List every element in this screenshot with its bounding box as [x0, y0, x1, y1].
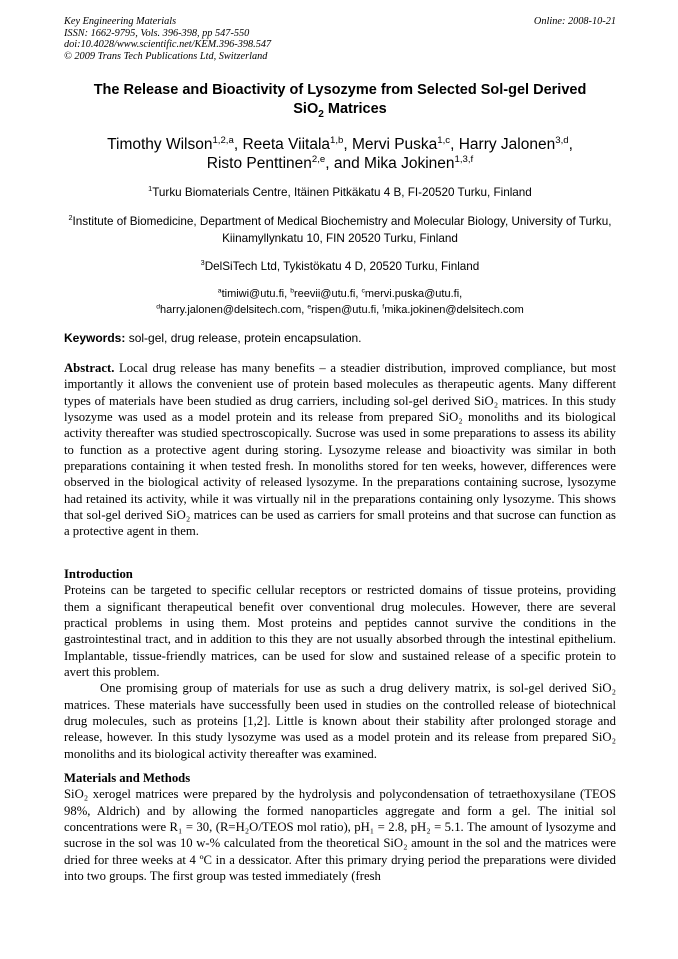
journal-copyright: © 2009 Trans Tech Publications Ltd, Switzerland — [64, 50, 268, 62]
email[interactable]: $^f$mika.jokinen@delsitech.com — [382, 303, 524, 316]
email[interactable]: $^a$timiwi@utu.fi — [217, 287, 285, 300]
section-heading: Introduction — [64, 567, 133, 581]
author: Mika Jokinen$^{1,3,f}$ — [364, 153, 474, 172]
keywords — [64, 330, 616, 346]
abstract-label: Abstract. — [64, 361, 115, 375]
email[interactable]: $^d$harry.jalonen@delsitech.com — [156, 303, 302, 316]
introduction-section — [64, 566, 616, 762]
methods-section — [64, 770, 616, 884]
affiliation-1: $^1$Turku Biomaterials Centre, Itäinen Pitkäkatu 4 B, FI-20520 Turku, Finland — [148, 184, 532, 199]
author: Reeta Viitala$^{1,b}$, — [242, 134, 353, 153]
section-heading: Materials and Methods — [64, 771, 191, 785]
author-emails: $^a$timiwi@utu.fi, $^b$reevii@utu.fi, $^c$mervi.puska@utu.fi, $^d$harry.jalonen@delsitech.com, $^e$rispen@utu.fi, $^f$mika.jokinen@delsitech.com — [156, 287, 524, 316]
paragraph: SiO₂ xerogel matrices were prepared by the hydrolysis and polycondensation of tetraethoxysilane (TEOS 98%, Aldrich) and by allowing the formed nanoparticles aggregate and form a gel. The initial sol concentrations were R₁ = 30, (R=H₂O/TEOS mol ratio), pH₁ = 2.8, pH₂ = 5.1. The amount of lysozyme and sucrose in the sol was 10 w-% calculated from the theoretical SiO₂ amount in the sol and the matrices were dried for three weeks at 4 ºC in a dessicator. After this primary drying period the preparations were divided into two groups. The first group was tested immediately (fresh — [64, 787, 616, 884]
paragraph: One promising group of materials for use as such a drug delivery matrix, is sol-gel derived SiO₂ matrices. These materials have successfully been used in studies on the controlled release of biotechnical drug molecules, such as proteins [1,2]. Little is known about their stability after prolonged storage and release, however. In this study lysozyme was used as a model protein and its release from prepared SiO₂ monoliths and its biological activity thereafter was examined. — [64, 681, 616, 761]
email[interactable]: $^c$mervi.puska@utu.fi — [361, 287, 460, 300]
keywords-text: sol-gel, drug release, protein encapsulation. — [125, 331, 362, 345]
title-line-2: SiO$_2$ Matrices — [293, 101, 387, 120]
email[interactable]: $^b$reevii@utu.fi — [290, 287, 356, 300]
online-date: Online: 2008-10-21 — [533, 16, 616, 27]
paragraph: Proteins can be targeted to specific cellular receptors or restricted domains of tissue proteins, providing them a significant therapeutical benefit over conventional drug molecules. However, there are several practical problems in using them. Most proteins and peptides cannot survive the conditions in the gastrointestinal tract, and in addition to this they are not usually absorbed through the intestinal epithelium. Implantable, tissue-friendly matrices, can be used for slow and sustained release of a specific protein to avert this problem. — [64, 583, 616, 680]
author: Timothy Wilson$^{1,2,a}$, — [107, 134, 243, 153]
author: Harry Jalonen$^{3,d}$, — [458, 134, 573, 153]
abstract — [64, 360, 616, 540]
journal-issn: ISSN: 1662-9795, Vols. 396-398, pp 547-550 — [64, 27, 250, 39]
keywords-label: Keywords: — [64, 331, 126, 345]
author-list — [64, 135, 616, 173]
title-line-1: The Release and Bioactivity of Lysozyme from Selected Sol-gel Derived — [93, 82, 587, 98]
journal-doi: doi:10.4028/www.scientific.net/KEM.396-398.547 — [64, 39, 272, 51]
email[interactable]: $^e$rispen@utu.fi — [307, 303, 377, 316]
author: Mervi Puska$^{1,c}$, — [352, 134, 459, 153]
affiliation-2: $^2$Institute of Biomedicine, Department of Medical Biochemistry and Molecular Biology, University of Turku, Kiinamyllynkatu 10, FIN 20520 Turku, Finland — [68, 213, 612, 245]
journal-name: Key Engineering Materials — [64, 16, 177, 27]
journal-header — [64, 16, 616, 62]
abstract-text: Local drug release has many benefits – a steadier distribution, improved compliance, but most importantly it allows the convenient use of protein based molecules as therapeutic agents. Many different types of materials have been studied as drug carriers, including sol-gel derived SiO₂ matrices. In this study lysozyme was used as a model protein and its release from prepared SiO₂ monoliths and its biological activity thereafter was studied spectroscopically. Sucrose was used in some preparations to assess its ability to function as a protective agent during storing. Lysozyme release and bioactivity was similar in both preparations containing it when tested fresh. In monoliths stored for ten weeks, however, differences were observed in the biological activity of released lysozyme. In the preparations containing sucrose, lysozyme had retained its activity, while it was virtually nil in the preparations containing only lysozyme. This shows that sol-gel derived SiO₂ matrices can be used as carriers for small proteins and that sucrose can function as a protective agent in them. — [64, 361, 616, 539]
paper-title — [64, 81, 616, 119]
author: Risto Penttinen$^{2,e}$, and — [206, 153, 365, 172]
affiliation-3: $^3$DelSiTech Ltd, Tykistökatu 4 D, 20520 Turku, Finland — [200, 258, 480, 273]
